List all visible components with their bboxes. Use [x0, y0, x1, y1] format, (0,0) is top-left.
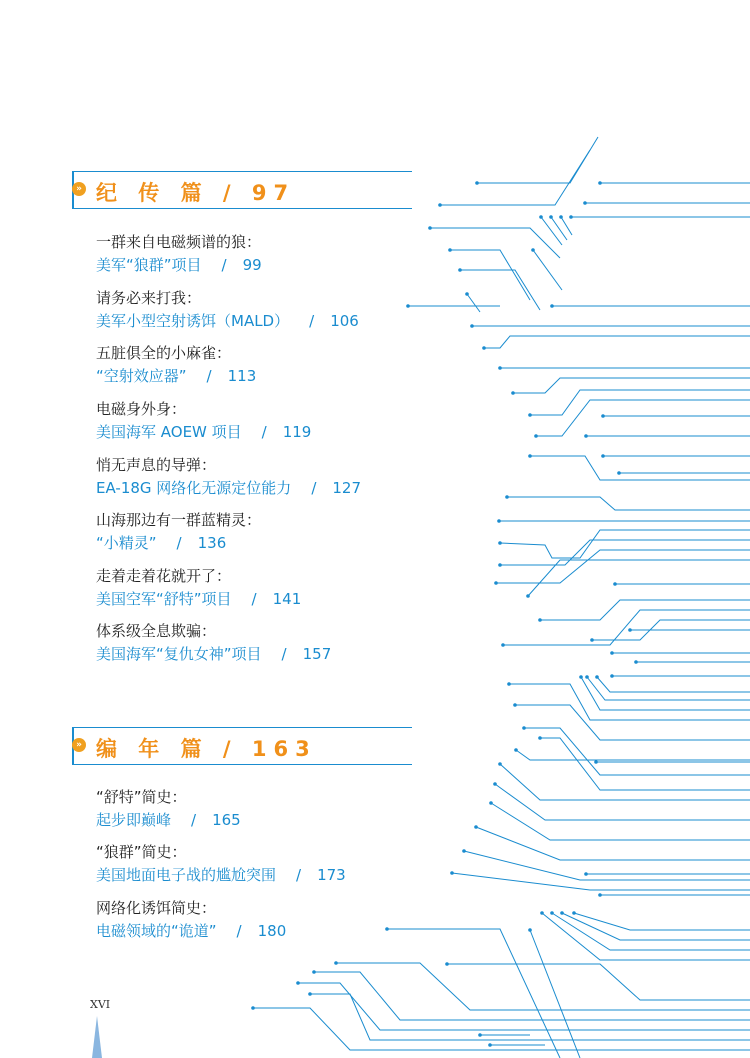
circuit-node	[385, 927, 389, 931]
circuit-trace	[298, 983, 750, 1030]
circuit-node	[513, 703, 517, 707]
entry-title: 五脏俱全的小麻雀：	[96, 344, 232, 362]
circuit-node	[493, 782, 497, 786]
circuit-trace	[509, 684, 750, 720]
circuit-node	[251, 1006, 255, 1010]
circuit-trace	[530, 456, 750, 480]
circuit-node	[628, 628, 632, 632]
circuit-node	[498, 366, 502, 370]
circuit-node	[610, 674, 614, 678]
circuit-node	[334, 961, 338, 965]
circuit-trace	[464, 851, 750, 880]
toc-entry[interactable]	[96, 897, 286, 943]
circuit-node	[528, 454, 532, 458]
circuit-node	[534, 434, 538, 438]
circuit-trace	[484, 336, 750, 348]
circuit-node	[540, 911, 544, 915]
entry-title: 体系级全息欺骗：	[96, 622, 217, 640]
circuit-node	[560, 911, 564, 915]
circuit-trace	[460, 270, 540, 310]
circuit-node	[482, 346, 486, 350]
circuit-node	[501, 643, 505, 647]
circuit-node	[634, 660, 638, 664]
circuit-trace	[440, 150, 590, 205]
entry-page: 173	[317, 866, 346, 884]
circuit-trace	[314, 972, 750, 1020]
circuit-node	[478, 1033, 482, 1037]
circuit-trace	[500, 530, 750, 558]
entry-title: 电磁身外身：	[96, 400, 187, 418]
circuit-node	[498, 541, 502, 545]
circuit-node	[531, 248, 535, 252]
section-title: 编 年 篇 / 163	[96, 737, 317, 761]
circuit-node	[584, 872, 588, 876]
toc-entry[interactable]	[96, 454, 361, 500]
entry-title: 请务必来打我：	[96, 289, 202, 307]
separator: /	[261, 423, 267, 441]
entry-subtitle: “小精灵”	[96, 534, 157, 552]
circuit-trace	[476, 827, 750, 860]
circuit-trace	[336, 963, 750, 1010]
circuit-trace	[310, 994, 750, 1040]
circuit-node	[590, 638, 594, 642]
separator: /	[191, 811, 197, 829]
circuit-node	[462, 849, 466, 853]
toc-entry[interactable]	[96, 620, 331, 666]
circuit-node	[448, 248, 452, 252]
circuit-node	[528, 928, 532, 932]
circuit-trace	[387, 929, 560, 1058]
circuit-node	[505, 495, 509, 499]
circuit-node	[296, 981, 300, 985]
entry-page: 141	[272, 590, 302, 608]
circuit-node	[579, 675, 583, 679]
page-number: XVI	[90, 998, 111, 1011]
entry-title: “狼群”简史：	[96, 843, 187, 861]
circuit-node	[474, 825, 478, 829]
circuit-node	[594, 760, 598, 764]
entry-subtitle: “空射效应器”	[96, 367, 187, 385]
entry-page: 165	[212, 811, 241, 829]
toc-entry[interactable]	[96, 231, 262, 277]
entry-subtitle: 美国海军 AOEW 项目	[96, 423, 242, 441]
entry-page: 157	[302, 645, 332, 663]
entry-page: 106	[330, 312, 359, 330]
entry-subtitle: 美国空军“舒特”项目	[96, 590, 232, 608]
toc-entry[interactable]	[96, 841, 346, 887]
circuit-node	[569, 215, 573, 219]
separator: /	[221, 256, 227, 274]
circuit-trace	[513, 378, 750, 393]
circuit-node	[308, 992, 312, 996]
circuit-trace	[516, 750, 750, 760]
circuit-node	[584, 434, 588, 438]
circuit-node	[428, 226, 432, 230]
double-chevron-icon: »	[72, 738, 86, 752]
circuit-node	[498, 762, 502, 766]
entry-subtitle: 电磁领域的“诡道”	[96, 922, 217, 940]
circuit-node	[583, 201, 587, 205]
circuit-node	[514, 748, 518, 752]
separator: /	[309, 312, 315, 330]
circuit-node	[438, 203, 442, 207]
circuit-node	[488, 1043, 492, 1047]
entry-subtitle: 美国海军“复仇女神”项目	[96, 645, 262, 663]
entry-title: 悄无声息的导弹：	[96, 456, 217, 474]
circuit-node	[601, 454, 605, 458]
double-chevron-icon: »	[72, 182, 86, 196]
entry-page: 119	[282, 423, 312, 441]
entry-subtitle: 美军“狼群”项目	[96, 256, 202, 274]
page-spike-decoration	[88, 1016, 108, 1058]
toc-entry[interactable]	[96, 565, 301, 611]
circuit-node	[489, 801, 493, 805]
separator: /	[251, 590, 257, 608]
separator: /	[236, 922, 242, 940]
entry-page: 136	[197, 534, 227, 552]
circuit-trace	[507, 497, 750, 510]
circuit-trace	[551, 217, 567, 240]
entry-title: 网络化诱饵简史：	[96, 899, 217, 917]
circuit-trace	[540, 738, 750, 790]
section-heading-biography	[72, 171, 412, 209]
section-heading-chronicle	[72, 727, 412, 765]
circuit-node	[572, 911, 576, 915]
circuit-node	[595, 675, 599, 679]
entry-subtitle: EA-18G 网络化无源定位能力	[96, 479, 292, 497]
toc-entry[interactable]	[96, 287, 359, 333]
separator: /	[206, 367, 212, 385]
circuit-node	[465, 292, 469, 296]
entry-subtitle: 起步即巅峰	[96, 811, 172, 829]
entry-page: 180	[257, 922, 287, 940]
circuit-node	[610, 651, 614, 655]
circuit-node	[538, 618, 542, 622]
heading-rule-bottom	[72, 764, 412, 765]
circuit-trace	[496, 550, 750, 583]
circuit-node	[406, 304, 410, 308]
circuit-node	[598, 181, 602, 185]
circuit-node	[559, 215, 563, 219]
circuit-node	[312, 970, 316, 974]
circuit-node	[507, 682, 511, 686]
circuit-node	[528, 413, 532, 417]
entry-title: 走着走着花就开了：	[96, 567, 232, 585]
circuit-node	[494, 581, 498, 585]
circuit-node	[613, 582, 617, 586]
circuit-trace	[530, 390, 750, 415]
circuit-node	[601, 414, 605, 418]
circuit-trace	[430, 228, 560, 258]
entry-title: 一群来自电磁频谱的狼：	[96, 233, 262, 251]
circuit-node	[450, 871, 454, 875]
separator: /	[311, 479, 317, 497]
circuit-trace	[542, 913, 750, 960]
circuit-trace	[587, 677, 750, 700]
circuit-node	[539, 215, 543, 219]
entry-title: “舒特”简史：	[96, 788, 187, 806]
circuit-node	[470, 324, 474, 328]
toc-entry[interactable]	[96, 509, 261, 555]
separator: /	[281, 645, 287, 663]
circuit-trace	[574, 913, 750, 930]
circuit-trace	[541, 217, 562, 245]
entry-page: 113	[227, 367, 257, 385]
circuit-node	[585, 675, 589, 679]
circuit-trace	[495, 784, 750, 820]
circuit-node	[526, 594, 530, 598]
circuit-trace	[500, 540, 750, 565]
section-title: 纪 传 篇 / 97	[96, 181, 296, 205]
toc-entry[interactable]	[96, 786, 241, 832]
separator: /	[176, 534, 182, 552]
circuit-trace	[477, 137, 598, 183]
circuit-trace	[467, 294, 480, 312]
circuit-node	[497, 519, 501, 523]
heading-rule-top	[72, 171, 412, 172]
toc-entry[interactable]	[96, 398, 311, 444]
circuit-trace	[524, 728, 750, 775]
entry-subtitle: 美国地面电子战的尴尬突围	[96, 866, 277, 884]
circuit-node	[498, 563, 502, 567]
circuit-node	[511, 391, 515, 395]
entry-title: 山海那边有一群蓝精灵：	[96, 511, 262, 529]
circuit-trace	[562, 913, 750, 940]
circuit-trace	[452, 873, 750, 890]
circuit-node	[475, 181, 479, 185]
circuit-trace	[552, 913, 750, 950]
circuit-node	[598, 893, 602, 897]
circuit-trace	[536, 400, 750, 436]
circuit-trace	[447, 964, 750, 1000]
circuit-node	[549, 215, 553, 219]
circuit-trace	[253, 1008, 750, 1050]
entry-page: 127	[332, 479, 362, 497]
circuit-trace	[581, 677, 750, 710]
entry-subtitle: 美军小型空射诱饵（MALD）	[96, 312, 290, 330]
circuit-node	[550, 911, 554, 915]
circuit-node	[458, 268, 462, 272]
circuit-node	[445, 962, 449, 966]
heading-rule-top	[72, 727, 412, 728]
circuit-trace	[561, 217, 572, 235]
circuit-node	[522, 726, 526, 730]
entry-page: 99	[242, 256, 262, 274]
circuit-node	[617, 471, 621, 475]
circuit-node	[550, 304, 554, 308]
circuit-trace	[530, 930, 580, 1058]
circuit-trace	[500, 764, 750, 800]
toc-entry[interactable]	[96, 342, 256, 388]
circuit-node	[538, 736, 542, 740]
circuit-trace	[597, 677, 750, 692]
heading-rule-bottom	[72, 208, 412, 209]
separator: /	[296, 866, 302, 884]
